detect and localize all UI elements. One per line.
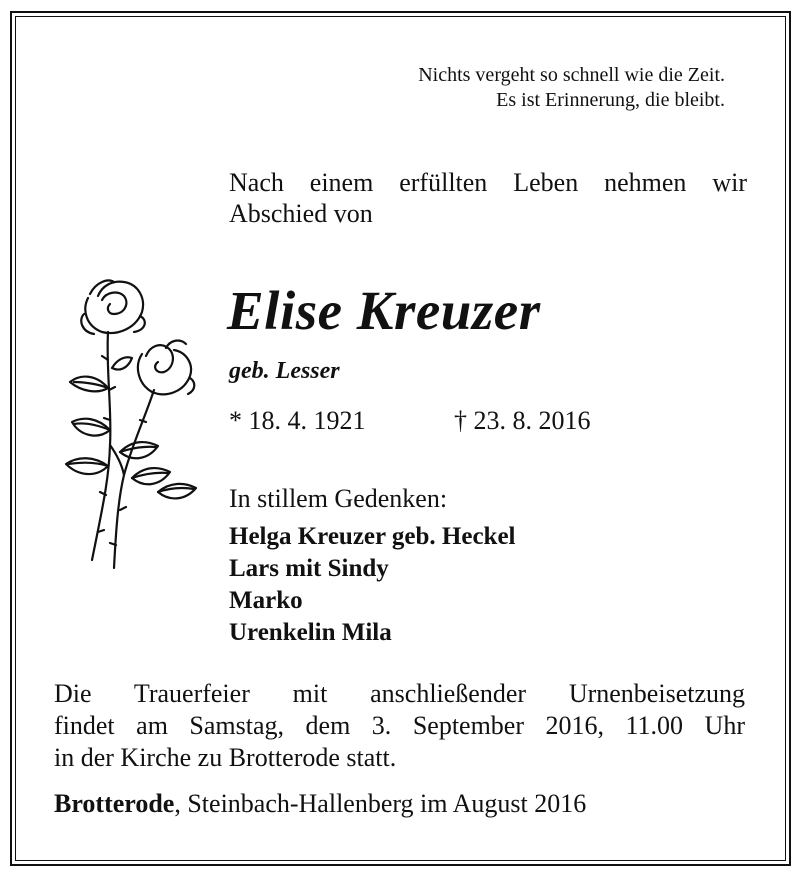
service-info (54, 678, 745, 774)
service-line-1: Die Trauerfeier mit anschließender Urnenbeisetzung (54, 679, 745, 708)
birth-date: * 18. 4. 1921 (229, 406, 366, 435)
intro-text: Nach einem erfüllten Leben nehmen wir Abschied von (229, 168, 747, 228)
mourners-list (229, 521, 516, 649)
mourner: Helga Kreuzer geb. Heckel (229, 523, 516, 550)
death-date: † 23. 8. 2016 (454, 406, 591, 435)
motto-line-2: Es ist Erinnerung, die bleibt. (496, 89, 725, 111)
mourner: Urenkelin Mila (229, 619, 392, 646)
memorial-heading: In stillem Gedenken: (229, 484, 448, 513)
maiden-name: geb. Lesser (229, 358, 340, 384)
place-town: Brotterode (54, 789, 175, 818)
service-line-2: findet am Samstag, dem 3. September 2016, 11.00 Uhr (54, 711, 745, 740)
mourner: Lars mit Sindy (229, 555, 389, 582)
place-rest: , Steinbach-Hallenberg im August 2016 (174, 789, 587, 818)
place-date (54, 789, 586, 819)
deceased-name: Elise Kreuzer (227, 280, 541, 341)
service-line-3: in der Kirche zu Brotterode statt. (54, 743, 397, 772)
motto (305, 63, 725, 113)
motto-line-1: Nichts vergeht so schnell wie die Zeit. (418, 64, 725, 86)
life-dates (229, 406, 629, 436)
rose-icon (62, 270, 202, 575)
mourner: Marko (229, 587, 303, 614)
